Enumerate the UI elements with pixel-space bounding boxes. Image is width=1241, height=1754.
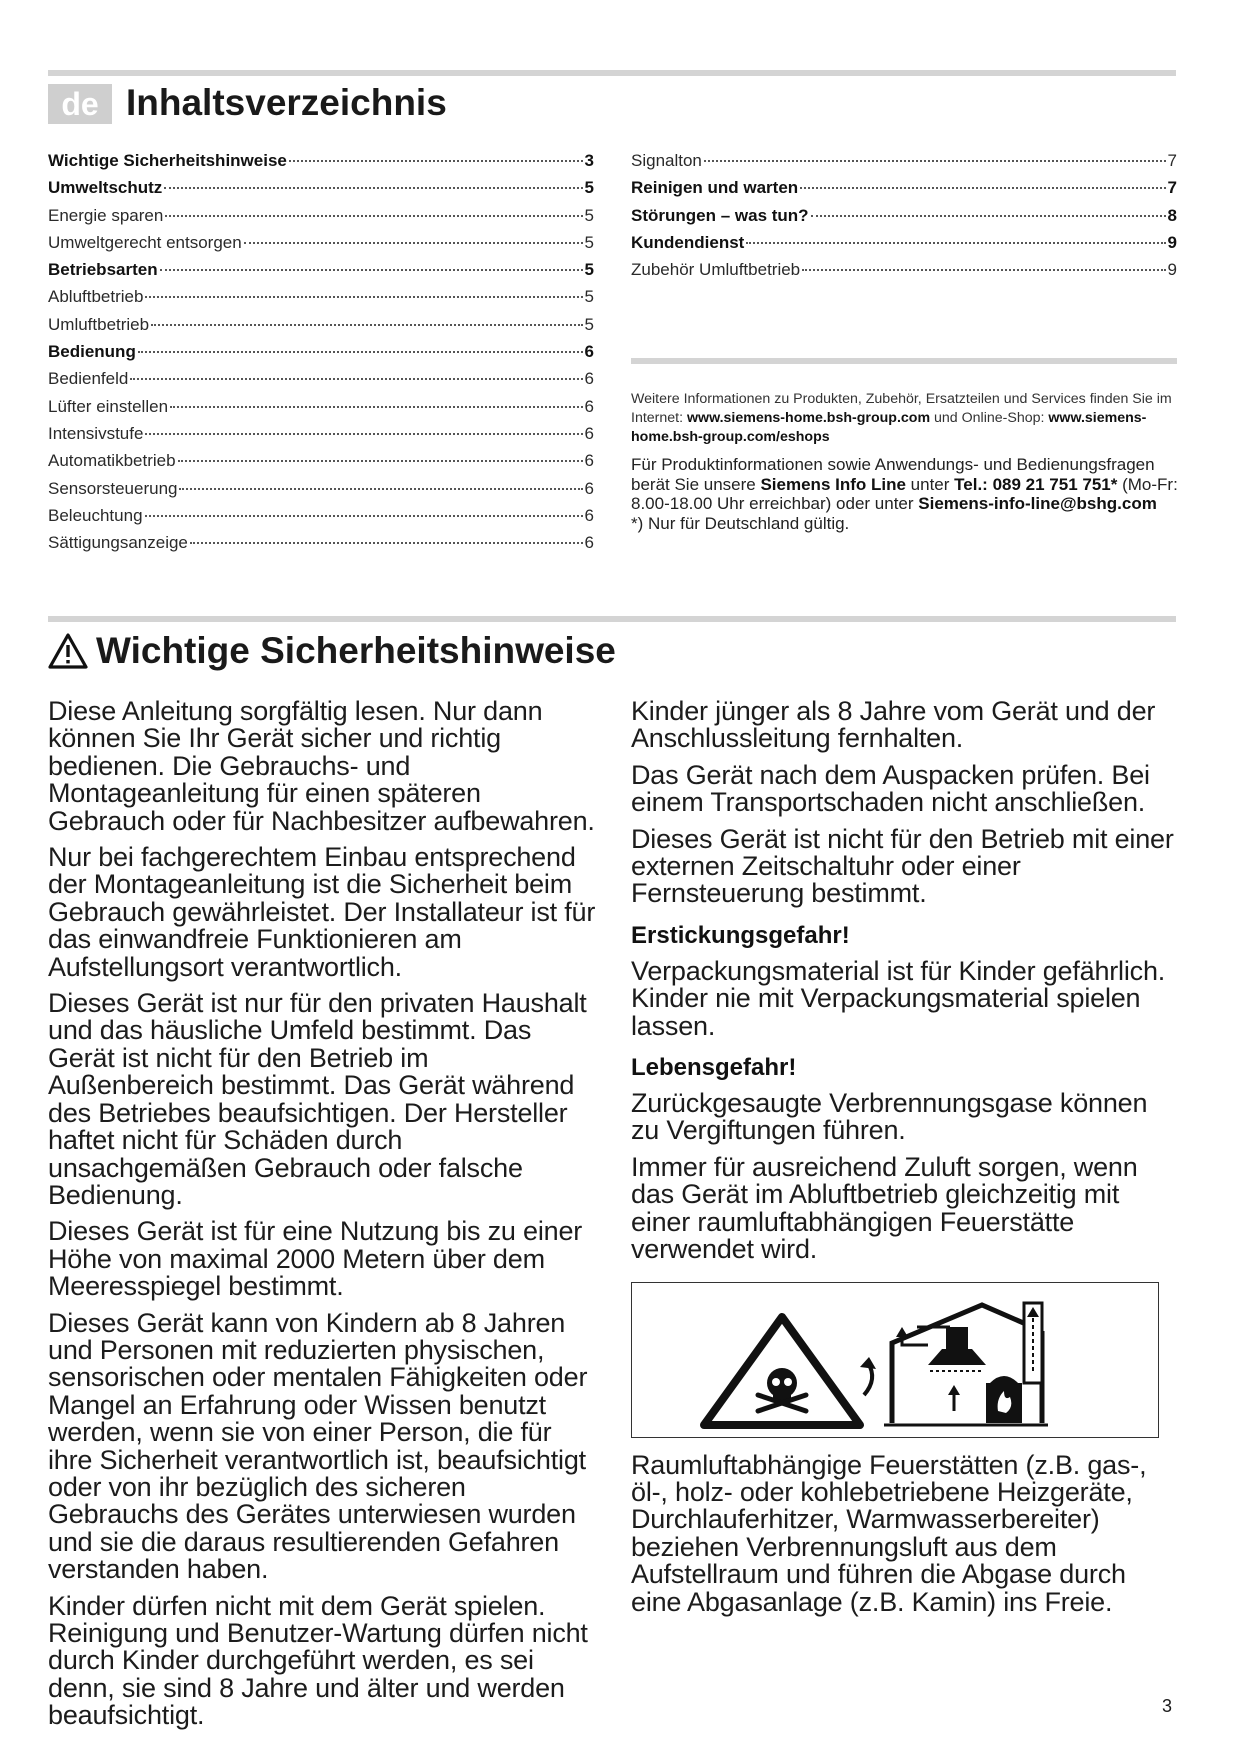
toc-entry-page: 6 bbox=[584, 478, 594, 498]
toc-entry-label: Energie sparen bbox=[48, 205, 164, 225]
toc-entry-page: 6 bbox=[584, 369, 594, 389]
email-link[interactable]: Siemens-info-line@bshg.com bbox=[918, 494, 1157, 513]
toc-entry-page: 6 bbox=[584, 396, 594, 416]
safety-rule bbox=[48, 616, 1176, 622]
safety-paragraph: Kinder jünger als 8 Jahre vom Gerät und der Anschlussleitung fernhalten. bbox=[631, 696, 1156, 754]
toc-right-column bbox=[631, 151, 1177, 287]
toc-leader-dots bbox=[138, 351, 583, 353]
info-block bbox=[631, 390, 1181, 533]
danger-paragraph: Immer für ausreichend Zuluft sorgen, wenn das Gerät im Abluftbetrieb gleichzeitig mit einer raumluftabhängigen Feuerstätte verwendet wird. bbox=[631, 1151, 1138, 1265]
toc-entry-page: 6 bbox=[584, 342, 594, 362]
safety-paragraph: Kinder dürfen nicht mit dem Gerät spielen. Reinigung und Benutzer-Wartung dürfen nicht durch Kinder durchgeführt werden, es sei denn, sie sind 8 Jahre und älter und werden beaufsichtigt. bbox=[48, 1590, 588, 1731]
toc-entry-label: Signalton bbox=[631, 151, 702, 170]
toc-entry[interactable] bbox=[631, 151, 1177, 178]
safety-paragraph: Diese Anleitung sorgfältig lesen. Nur dann können Sie Ihr Gerät sicher und richtig bedienen. Die Gebrauchs- und Montageanleitung für einen späteren Gebrauch oder für Nachbesitzer aufbewahren. bbox=[48, 696, 595, 836]
toc-leader-dots bbox=[145, 433, 582, 435]
toc-entry-label: Umweltgerecht entsorgen bbox=[48, 232, 242, 252]
toc-entry-page: 6 bbox=[584, 533, 594, 553]
toc-entry-label: Umweltschutz bbox=[48, 178, 163, 198]
toc-entry-label: Wichtige Sicherheitshinweise bbox=[48, 151, 287, 170]
toc-leader-dots bbox=[165, 215, 582, 217]
toc-leader-dots bbox=[704, 160, 1166, 162]
shop-link[interactable]: www.siemens-home.bsh-group.com/eshops bbox=[631, 410, 1147, 445]
house-icon bbox=[884, 1303, 1048, 1425]
toc-leader-dots bbox=[164, 187, 582, 189]
skull-warning-icon bbox=[704, 1317, 860, 1425]
toc-entry-label: Lüfter einstellen bbox=[48, 396, 169, 416]
toc-entry[interactable] bbox=[48, 479, 594, 506]
toc-entry-label: Bedienung bbox=[48, 342, 136, 362]
danger-paragraph: Zurückgesaugte Verbrennungsgase können zu Vergiftungen führen. bbox=[631, 1088, 1148, 1146]
combustion-info-text: Raumluftabhängige Feuerstätten (z.B. gas-, öl-, holz- oder kohlebetriebene Heizgeräte, Durchlauferhitzer, Warmwasserbereiter) beziehen Verbrennungsluft aus dem Aufstellraum und führen die Abgase durch eine Abgasanlage (z.B. Kamin) ins Freie. bbox=[631, 1449, 1147, 1617]
language-badge: de bbox=[48, 84, 112, 124]
safety-left-column bbox=[48, 698, 596, 1739]
toc-leader-dots bbox=[170, 406, 583, 408]
toc-entry-page: 7 bbox=[1167, 178, 1177, 198]
toc-leader-dots bbox=[800, 187, 1165, 189]
infoline-text: Für Produktinformationen sowie Anwendungs- und Bedienungsfragen berät Sie unsere Siemens Info Line unter Tel.: 089 21 751 751* (Mo-Fr: 8.00-18.00 Uhr erreichbar) oder unter Siemens-info-line@bshg.com bbox=[631, 455, 1178, 513]
page-number: 3 bbox=[1162, 1696, 1173, 1716]
toc-entry[interactable] bbox=[48, 151, 594, 178]
toc-entry[interactable] bbox=[48, 206, 594, 233]
toc-entry-label: Störungen – was tun? bbox=[631, 205, 809, 225]
toc-leader-dots bbox=[145, 296, 582, 298]
toc-leader-dots bbox=[130, 378, 582, 380]
web-info: Weitere Informationen zu Produkten, Zubehör, Ersatzteilen und Services finden Sie im Internet: www.siemens-home.bsh-group.com und Online-Shop: www.siemens-home.bsh-group.com/eshops bbox=[631, 391, 1172, 445]
toc-entry-page: 6 bbox=[584, 505, 594, 525]
suffocation-heading: Erstickungsgefahr! bbox=[631, 921, 850, 949]
toc-leader-dots bbox=[811, 215, 1166, 217]
toc-entry-page: 6 bbox=[584, 451, 594, 471]
toc-entry-label: Umluftbetrieb bbox=[48, 314, 150, 334]
toc-entry-label: Reinigen und warten bbox=[631, 178, 799, 198]
toc-leader-dots bbox=[802, 269, 1165, 271]
toc-entry[interactable] bbox=[48, 178, 594, 205]
toc-leader-dots bbox=[289, 160, 583, 162]
toc-entry-page: 9 bbox=[1167, 260, 1177, 280]
safety-paragraph: Dieses Gerät kann von Kindern ab 8 Jahren und Personen mit reduzierten physischen, sensorischen oder mentalen Fähigkeiten oder Mangel an Erfahrung oder Wissen benutzt werden, wenn sie von einer Person, die für ihre Sicherheit verantwortlich ist, beaufsichtigt oder von ihr bezüglich des sicheren Gebrauchs des Gerätes unterwiesen wurden und sie die daraus resultierenden Gefahren verstanden haben. bbox=[48, 1307, 588, 1585]
toc-entry-page: 8 bbox=[1167, 205, 1177, 225]
toc-leader-dots bbox=[746, 242, 1165, 244]
safety-heading: Wichtige Sicherheitshinweise bbox=[48, 628, 616, 674]
toc-entry-page: 7 bbox=[1167, 151, 1177, 170]
danger-heading: Lebensgefahr! bbox=[631, 1054, 797, 1082]
toc-leader-dots bbox=[244, 242, 583, 244]
toc-entry[interactable] bbox=[48, 315, 594, 342]
toc-entry-label: Automatikbetrieb bbox=[48, 451, 176, 471]
footnote: *) Nur für Deutschland gültig. bbox=[631, 513, 850, 533]
toc-entry-label: Betriebsarten bbox=[48, 260, 158, 280]
toc-entry-label: Kundendienst bbox=[631, 232, 745, 252]
toc-entry-label: Sensorsteuerung bbox=[48, 478, 178, 498]
toc-entry[interactable] bbox=[48, 369, 594, 396]
toc-leader-dots bbox=[179, 488, 582, 490]
page-title: Inhaltsverzeichnis bbox=[126, 82, 447, 123]
toc-entry[interactable] bbox=[48, 287, 594, 314]
exhaust-hazard-illustration bbox=[632, 1283, 1158, 1437]
safety-paragraph: Das Gerät nach dem Auspacken prüfen. Bei einem Transportschaden nicht anschließen. bbox=[631, 759, 1150, 818]
toc-left-column bbox=[48, 151, 594, 560]
toc-entry-page: 5 bbox=[584, 232, 594, 252]
toc-entry-label: Abluftbetrieb bbox=[48, 287, 144, 307]
toc-entry[interactable] bbox=[48, 397, 594, 424]
toc-entry[interactable] bbox=[631, 178, 1177, 205]
toc-entry[interactable] bbox=[48, 342, 594, 369]
toc-entry-page: 5 bbox=[584, 314, 594, 334]
toc-leader-dots bbox=[190, 542, 583, 544]
toc-entry-label: Sättigungsanzeige bbox=[48, 533, 188, 553]
top-rule bbox=[48, 70, 1176, 76]
toc-leader-dots bbox=[160, 269, 583, 271]
safety-paragraph: Nur bei fachgerechtem Einbau entsprechend der Montageanleitung ist die Sicherheit beim Gebrauch gewährleistet. Der Installateur ist für das einwandfreie Funktionieren am Aufstellungsort verantwortlich. bbox=[48, 842, 596, 982]
toc-entry-page: 3 bbox=[584, 151, 594, 170]
website-link[interactable]: www.siemens-home.bsh-group.com bbox=[687, 410, 931, 426]
toc-entry[interactable] bbox=[631, 260, 1177, 287]
toc-entry[interactable] bbox=[48, 506, 594, 533]
toc-entry-page: 9 bbox=[1167, 232, 1177, 252]
warning-triangle-icon bbox=[48, 633, 88, 669]
toc-entry[interactable] bbox=[631, 233, 1177, 260]
toc-leader-dots bbox=[145, 515, 583, 517]
toc-entry-label: Bedienfeld bbox=[48, 369, 129, 389]
toc-leader-dots bbox=[178, 460, 583, 462]
toc-entry-page: 5 bbox=[584, 260, 594, 280]
toc-entry-page: 5 bbox=[584, 287, 594, 307]
toc-entry-page: 6 bbox=[584, 423, 594, 443]
safety-paragraph: Dieses Gerät ist nicht für den Betrieb mit einer externen Zeitschaltuhr oder einer Fernsteuerung bestimmt. bbox=[631, 823, 1174, 909]
suffocation-text: Verpackungsmaterial ist für Kinder gefährlich. Kinder nie mit Verpackungsmaterial spielen lassen. bbox=[631, 955, 1166, 1041]
safety-right-column bbox=[631, 698, 1179, 1625]
toc-entry[interactable] bbox=[48, 451, 594, 478]
safety-paragraph: Dieses Gerät ist nur für den privaten Haushalt und das häusliche Umfeld bestimmt. Das Gerät ist nicht für den Betrieb im Außenbereich bestimmt. Das Gerät während des Betriebes beaufsichtigen. Der Hersteller haftet nicht für Schäden durch unsachgemäßen Gebrauch oder falsche Bedienung. bbox=[48, 988, 587, 1210]
exhaust-warning-figure bbox=[631, 1282, 1159, 1438]
toc-entry-page: 5 bbox=[584, 205, 594, 225]
toc-entry[interactable] bbox=[631, 206, 1177, 233]
toc-entry[interactable] bbox=[48, 260, 594, 287]
toc-entry-label: Beleuchtung bbox=[48, 505, 143, 525]
info-rule bbox=[631, 358, 1177, 364]
toc-entry-label: Zubehör Umluftbetrieb bbox=[631, 260, 801, 280]
toc-entry[interactable] bbox=[48, 233, 594, 260]
toc-entry[interactable] bbox=[48, 424, 594, 451]
safety-paragraph: Dieses Gerät ist für eine Nutzung bis zu einer Höhe von maximal 2000 Metern über dem Meeresspiegel bestimmt. bbox=[48, 1216, 583, 1302]
toc-entry-label: Intensivstufe bbox=[48, 423, 144, 443]
toc-entry-page: 5 bbox=[584, 178, 594, 198]
toc-entry[interactable] bbox=[48, 533, 594, 560]
toc-leader-dots bbox=[151, 324, 582, 326]
